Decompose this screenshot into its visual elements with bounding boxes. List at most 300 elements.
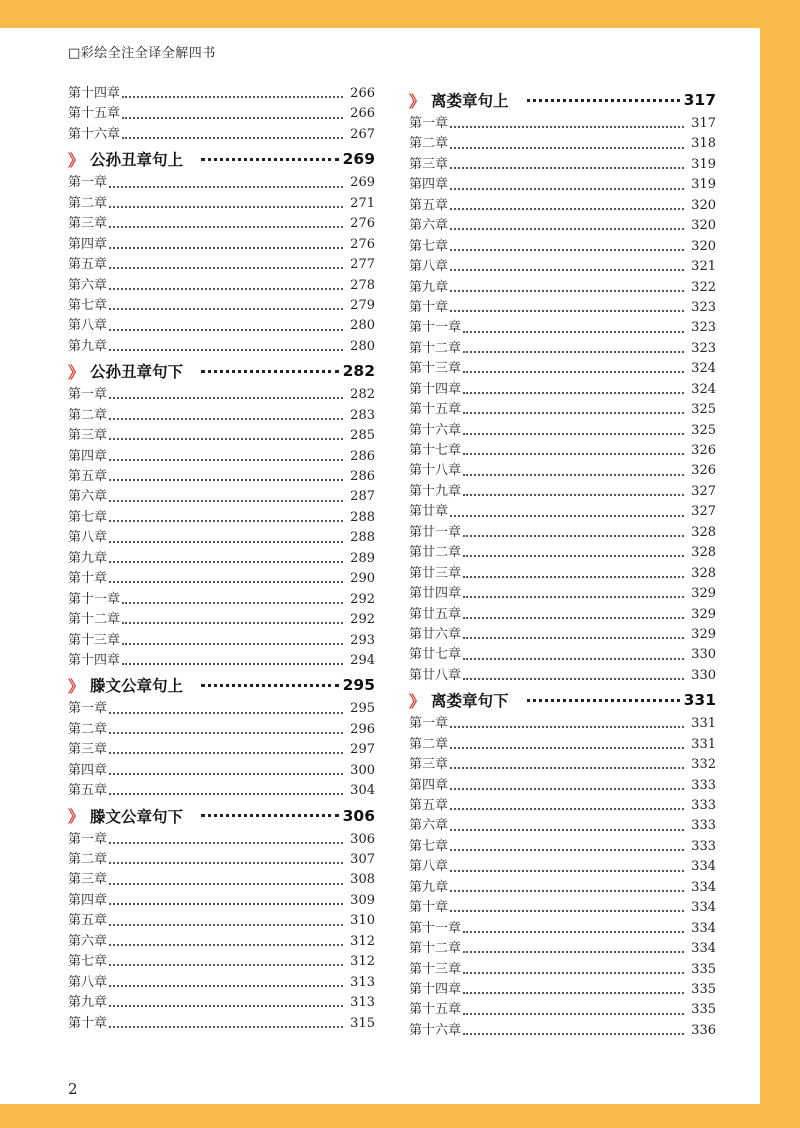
toc-entry-page: 296: [350, 721, 375, 737]
toc-entry-title: 第六章: [68, 933, 108, 949]
section-arrow-icon: 》: [409, 691, 426, 711]
toc-entry[interactable]: [409, 857, 716, 877]
toc-entry-page: 269: [350, 175, 375, 191]
toc-entry-page: 297: [350, 742, 375, 758]
toc-entry-title: 第八章: [409, 259, 449, 275]
toc-entry-page: 315: [350, 1015, 375, 1031]
toc-entry-page: 328: [691, 545, 716, 561]
toc-leader-dots: [450, 788, 684, 790]
toc-entry-title: 第十七章: [409, 443, 462, 458]
toc-entry-title: 第十五章: [68, 106, 121, 122]
toc-entry-title: 第十四章: [68, 652, 121, 668]
toc-entry-title: 第十三章: [68, 632, 121, 648]
toc-entry-page: 313: [350, 974, 375, 990]
toc-entry-title: 第八章: [68, 974, 108, 990]
toc-leader-dots: [450, 849, 684, 851]
toc-entry[interactable]: [409, 898, 716, 918]
toc-leader-dots: [109, 985, 343, 987]
toc-entry-title: 第三章: [68, 872, 108, 888]
toc-entry[interactable]: [409, 564, 716, 584]
section-page: 317: [683, 91, 716, 109]
toc-entry-page: 322: [691, 279, 716, 295]
toc-entry-page: 266: [350, 86, 375, 101]
toc-entry[interactable]: [409, 339, 716, 359]
toc-entry-page: 287: [350, 489, 375, 505]
toc-leader-dots: [109, 752, 343, 754]
section-heading[interactable]: [409, 86, 716, 114]
toc-entry-page: 276: [350, 236, 375, 252]
toc-entry[interactable]: [409, 960, 716, 980]
toc-entry[interactable]: [68, 508, 375, 528]
toc-entry[interactable]: [409, 196, 716, 216]
toc-leader-dots: [450, 910, 684, 912]
section-title: 公孙丑章句下: [90, 363, 184, 382]
toc-entry[interactable]: [409, 461, 716, 481]
section-page: 306: [342, 806, 375, 825]
toc-entry-page: 335: [691, 1002, 716, 1018]
toc-entry-title: 第一章: [409, 116, 449, 131]
toc-entry-title: 第五章: [68, 469, 108, 484]
toc-entry[interactable]: [409, 584, 716, 604]
toc-leader-dots: [109, 206, 343, 208]
toc-entry-page: 321: [691, 259, 716, 275]
toc-entry-title: 第四章: [68, 236, 108, 252]
toc-entry[interactable]: [409, 714, 716, 734]
toc-entry[interactable]: [409, 318, 716, 338]
toc-entry[interactable]: [68, 952, 375, 972]
toc-entry-page: 318: [691, 136, 716, 152]
toc-entry[interactable]: [68, 104, 375, 124]
toc-entry[interactable]: [68, 781, 375, 801]
toc-entry-page: 310: [350, 913, 375, 929]
section-heading[interactable]: [68, 145, 375, 173]
toc-entry-page: 278: [350, 277, 375, 293]
toc-entry[interactable]: [68, 720, 375, 740]
toc-entry-title: 第廿六章: [409, 626, 462, 642]
toc-entry[interactable]: [68, 830, 375, 850]
toc-entry-title: 第十五章: [409, 1002, 462, 1018]
toc-entry-page: 328: [691, 565, 716, 581]
toc-leader-dots: [122, 663, 343, 665]
toc-entry-page: 333: [691, 838, 716, 854]
toc-entry[interactable]: [68, 932, 375, 952]
toc-entry-page: 333: [691, 818, 716, 834]
toc-column-right: [409, 86, 716, 1041]
toc-entry-title: 第六章: [68, 277, 108, 293]
toc-entry-title: 第廿四章: [409, 586, 462, 602]
toc-entry-title: 第七章: [409, 838, 449, 854]
toc-entry-title: 第三章: [68, 428, 108, 444]
toc-entry[interactable]: [68, 761, 375, 781]
toc-entry-page: 286: [350, 469, 375, 484]
toc-entry-page: 294: [350, 652, 375, 668]
toc-entry[interactable]: [68, 631, 375, 651]
toc-entry[interactable]: [68, 385, 375, 405]
toc-entry-page: 333: [691, 798, 716, 813]
toc-entry[interactable]: [68, 1014, 375, 1034]
toc-entry-page: 323: [691, 340, 716, 356]
toc-entry-page: 317: [691, 116, 716, 131]
toc-leader-dots: [450, 808, 684, 810]
toc-leader-dots: [450, 167, 684, 169]
toc-entry[interactable]: [409, 216, 716, 236]
toc-entry-title: 第九章: [68, 995, 108, 1011]
section-arrow-icon: 》: [68, 150, 85, 170]
section-page: 282: [342, 362, 375, 381]
toc-leader-dots: [450, 310, 684, 312]
toc-entry-title: 第二章: [68, 721, 108, 737]
toc-entry-page: 336: [691, 1022, 716, 1038]
section-heading[interactable]: [68, 802, 375, 830]
toc-leader-dots: [109, 418, 343, 420]
toc-leader-dots: [450, 147, 684, 149]
toc-entry[interactable]: [409, 980, 716, 1000]
toc-leader-dots: [109, 581, 343, 583]
toc-leader-dots: [109, 500, 343, 502]
toc-entry-page: 304: [350, 783, 375, 799]
section-page: 295: [342, 676, 375, 695]
toc-leader-dots: [463, 637, 684, 639]
section-title: 滕文公章句下: [90, 807, 184, 826]
toc-entry-page: 308: [350, 872, 375, 888]
toc-entry[interactable]: [68, 528, 375, 548]
toc-entry[interactable]: [409, 155, 716, 175]
toc-entry-title: 第五章: [409, 197, 449, 213]
toc-leader-dots: [109, 903, 343, 905]
toc-leader-dots: [450, 208, 684, 210]
section-arrow-icon: 》: [68, 807, 85, 827]
toc-entry-title: 第三章: [409, 156, 449, 172]
toc-leader-dots: [109, 924, 343, 926]
toc-leader-dots: [463, 433, 684, 435]
toc-leader-dots: [122, 602, 343, 604]
toc-leader-dots: [109, 1026, 343, 1028]
toc-leader-dots: [450, 829, 684, 831]
toc-entry[interactable]: [68, 699, 375, 719]
toc-entry-page: 326: [691, 463, 716, 479]
toc-leader-dots: [122, 117, 343, 119]
toc-entry[interactable]: [68, 993, 375, 1013]
toc-leader-dots: [450, 188, 684, 190]
toc-entry[interactable]: [68, 590, 375, 610]
section-heading[interactable]: [68, 671, 375, 699]
toc-entry-page: 327: [691, 483, 716, 499]
toc-leader-dots: [463, 951, 684, 953]
toc-entry-title: 第二章: [68, 195, 108, 211]
toc-entry-title: 第四章: [68, 448, 108, 464]
toc-entry-page: 292: [350, 591, 375, 607]
section-page: 269: [342, 150, 375, 169]
toc-entry-title: 第十四章: [409, 381, 462, 397]
toc-entry[interactable]: [68, 214, 375, 234]
toc-entry[interactable]: [68, 487, 375, 507]
toc-entry-page: 276: [350, 216, 375, 232]
toc-entry[interactable]: [409, 605, 716, 625]
toc-leader-dots: [109, 732, 343, 734]
toc-entry[interactable]: [68, 125, 375, 145]
toc-entry-page: 300: [350, 762, 375, 778]
toc-leader-dots: [109, 288, 343, 290]
toc-entry-page: 279: [350, 297, 375, 313]
toc-leader-dots: [109, 459, 343, 461]
toc-entry-title: 第廿七章: [409, 647, 462, 663]
toc-entry-title: 第十三章: [409, 361, 462, 377]
toc-entry-title: 第十一章: [409, 920, 462, 936]
section-leader-dots: [527, 699, 680, 702]
toc-entry[interactable]: [409, 298, 716, 318]
toc-leader-dots: [109, 438, 343, 440]
toc-leader-dots: [122, 137, 343, 139]
toc-entry-title: 第五章: [68, 783, 108, 799]
toc-entry-title: 第七章: [68, 297, 108, 313]
section-title: 离娄章句上: [431, 92, 509, 110]
toc-leader-dots: [463, 992, 684, 994]
toc-leader-dots: [450, 515, 684, 517]
toc-leader-dots: [463, 596, 684, 598]
toc-entry-page: 325: [691, 402, 716, 418]
toc-entry[interactable]: [68, 173, 375, 193]
toc-entry-page: 331: [691, 716, 716, 732]
toc-leader-dots: [450, 870, 684, 872]
toc-entry[interactable]: [68, 447, 375, 467]
toc-leader-dots: [109, 226, 343, 228]
toc-entry[interactable]: [409, 278, 716, 298]
toc-entry[interactable]: [409, 837, 716, 857]
toc-entry-title: 第二章: [409, 736, 449, 752]
toc-entry-title: 第三章: [68, 742, 108, 758]
toc-entry-page: 332: [691, 757, 716, 773]
toc-entry[interactable]: [409, 523, 716, 543]
toc-entry-page: 289: [350, 550, 375, 566]
toc-entry-title: 第四章: [68, 892, 108, 908]
toc-entry-title: 第十四章: [409, 981, 462, 997]
toc-entry[interactable]: [409, 755, 716, 775]
section-heading[interactable]: [68, 357, 375, 385]
section-leader-dots: [201, 814, 339, 817]
toc-entry-title: 第十五章: [409, 402, 462, 418]
toc-entry[interactable]: [409, 359, 716, 379]
toc-entry[interactable]: [409, 257, 716, 277]
toc-leader-dots: [109, 308, 343, 310]
toc-entry[interactable]: [68, 467, 375, 487]
toc-entry[interactable]: [409, 796, 716, 816]
toc-entry-page: 282: [350, 387, 375, 403]
toc-entry[interactable]: [409, 939, 716, 959]
toc-leader-dots: [463, 371, 684, 373]
toc-entry-page: 330: [691, 647, 716, 663]
toc-leader-dots: [463, 658, 684, 660]
toc-entry[interactable]: [409, 776, 716, 796]
toc-leader-dots: [109, 541, 343, 543]
toc-entry[interactable]: [409, 1000, 716, 1020]
toc-entry[interactable]: [409, 175, 716, 195]
toc-entry-page: 312: [350, 933, 375, 949]
toc-entry-page: 334: [691, 900, 716, 916]
toc-entry[interactable]: [68, 406, 375, 426]
toc-entry[interactable]: [68, 316, 375, 336]
toc-entry-page: 288: [350, 509, 375, 525]
toc-entry-title: 第十四章: [68, 86, 121, 101]
toc-entry[interactable]: [409, 441, 716, 461]
toc-entry-title: 第八章: [68, 318, 108, 334]
toc-entry[interactable]: [68, 973, 375, 993]
toc-entry[interactable]: [409, 380, 716, 400]
toc-leader-dots: [109, 479, 343, 481]
toc-entry[interactable]: [409, 625, 716, 645]
toc-entry-page: 266: [350, 106, 375, 122]
toc-entry[interactable]: [68, 870, 375, 890]
toc-entry-title: 第六章: [68, 489, 108, 505]
section-title: 滕文公章句上: [90, 677, 184, 696]
toc-leader-dots: [450, 767, 684, 769]
toc-entry-page: 320: [691, 218, 716, 234]
toc-entry[interactable]: [68, 549, 375, 569]
toc-entry-title: 第十二章: [409, 340, 462, 356]
toc-leader-dots: [463, 617, 684, 619]
toc-leader-dots: [463, 453, 684, 455]
toc-entry-page: 307: [350, 852, 375, 867]
toc-entry[interactable]: [409, 645, 716, 665]
toc-entry[interactable]: [68, 911, 375, 931]
toc-entry-title: 第廿五章: [409, 606, 462, 622]
toc-entry-title: 第二章: [68, 407, 108, 423]
toc-entry-page: 331: [691, 736, 716, 752]
toc-entry-title: 第十一章: [409, 320, 462, 336]
toc-entry-title: 第十三章: [409, 961, 462, 977]
toc-entry[interactable]: [68, 255, 375, 275]
toc-entry-title: 第三章: [68, 216, 108, 232]
toc-entry[interactable]: [68, 276, 375, 296]
toc-entry[interactable]: [409, 237, 716, 257]
toc-entry[interactable]: [409, 482, 716, 502]
toc-entry-title: 第四章: [68, 762, 108, 778]
toc-entry-page: 334: [691, 941, 716, 957]
toc-entry[interactable]: [68, 740, 375, 760]
toc-entry[interactable]: [68, 891, 375, 911]
toc-entry-page: 323: [691, 320, 716, 336]
toc-entry-page: 320: [691, 197, 716, 213]
toc-leader-dots: [109, 397, 343, 399]
toc-entry-page: 327: [691, 504, 716, 520]
toc-leader-dots: [450, 249, 684, 251]
toc-leader-dots: [463, 331, 684, 333]
toc-entry[interactable]: [68, 296, 375, 316]
toc-leader-dots: [122, 96, 343, 98]
toc-entry-title: 第八章: [409, 859, 449, 875]
toc-entry-title: 第七章: [409, 238, 449, 254]
toc-entry[interactable]: [409, 114, 716, 134]
toc-entry-page: 288: [350, 530, 375, 546]
toc-entry[interactable]: [409, 919, 716, 939]
toc-entry[interactable]: [68, 569, 375, 589]
toc-entry-page: 320: [691, 238, 716, 254]
toc-entry[interactable]: [409, 666, 716, 686]
section-leader-dots: [527, 99, 680, 102]
toc-entry-page: 334: [691, 920, 716, 936]
toc-leader-dots: [109, 247, 343, 249]
toc-entry-title: 第九章: [409, 279, 449, 295]
toc-entry-title: 第四章: [409, 177, 449, 193]
toc-entry[interactable]: [68, 610, 375, 630]
toc-entry-page: 325: [691, 422, 716, 438]
toc-entry-title: 第十一章: [68, 591, 121, 607]
toc-entry[interactable]: [409, 421, 716, 441]
toc-leader-dots: [463, 494, 684, 496]
toc-entry-title: 第廿三章: [409, 565, 462, 581]
toc-entry-title: 第廿章: [409, 504, 449, 520]
toc-leader-dots: [463, 1013, 684, 1015]
toc-entry-title: 第三章: [409, 757, 449, 773]
toc-entry-page: 329: [691, 606, 716, 622]
toc-leader-dots: [450, 747, 684, 749]
toc-entry[interactable]: [409, 134, 716, 154]
toc-entry-page: 324: [691, 361, 716, 377]
toc-entry-page: 280: [350, 338, 375, 354]
toc-leader-dots: [463, 931, 684, 933]
toc-entry-title: 第九章: [68, 338, 108, 354]
toc-entry[interactable]: [409, 1021, 716, 1041]
toc-entry-title: 第一章: [409, 716, 449, 732]
toc-entry[interactable]: [68, 850, 375, 870]
toc-entry-title: 第十二章: [409, 941, 462, 957]
toc-entry-title: 第六章: [409, 818, 449, 834]
toc-leader-dots: [109, 520, 343, 522]
toc-entry[interactable]: [409, 502, 716, 522]
toc-entry[interactable]: [68, 426, 375, 446]
toc-entry[interactable]: [68, 337, 375, 357]
toc-entry-page: 277: [350, 257, 375, 273]
section-arrow-icon: 》: [68, 676, 85, 696]
toc-entry[interactable]: [409, 878, 716, 898]
toc-entry-title: 第十章: [68, 571, 108, 587]
toc-entry-page: 324: [691, 381, 716, 397]
toc-entry-page: 293: [350, 632, 375, 648]
toc-entry-title: 第廿八章: [409, 667, 462, 683]
toc-leader-dots: [109, 712, 343, 714]
toc-entry-title: 第十六章: [68, 126, 121, 142]
toc-leader-dots: [463, 351, 684, 353]
toc-entry[interactable]: [409, 543, 716, 563]
toc-entry-page: 326: [691, 443, 716, 458]
toc-entry[interactable]: [68, 651, 375, 671]
toc-entry-title: 第十九章: [409, 483, 462, 499]
toc-entry-page: 323: [691, 299, 716, 315]
toc-entry-page: 329: [691, 626, 716, 642]
toc-entry-title: 第七章: [68, 954, 108, 970]
section-title: 公孙丑章句上: [90, 151, 184, 170]
toc-entry-title: 第八章: [68, 530, 108, 546]
toc-entry[interactable]: [68, 194, 375, 214]
toc-leader-dots: [109, 561, 343, 563]
toc-entry-title: 第十二章: [68, 612, 121, 628]
toc-entry[interactable]: [409, 816, 716, 836]
toc-leader-dots: [122, 622, 343, 624]
toc-entry[interactable]: [68, 235, 375, 255]
toc-entry[interactable]: [409, 400, 716, 420]
toc-entry[interactable]: [68, 84, 375, 104]
toc-entry-page: 280: [350, 318, 375, 334]
toc-entry-page: 335: [691, 961, 716, 977]
toc-leader-dots: [109, 773, 343, 775]
toc-entry[interactable]: [409, 735, 716, 755]
toc-leader-dots: [109, 862, 343, 864]
section-title: 离娄章句下: [431, 692, 509, 711]
page-number: 2: [68, 1080, 78, 1098]
toc-leader-dots: [109, 349, 343, 351]
section-heading[interactable]: [409, 686, 716, 714]
toc-entry-title: 第十八章: [409, 463, 462, 479]
toc-leader-dots: [450, 126, 684, 128]
